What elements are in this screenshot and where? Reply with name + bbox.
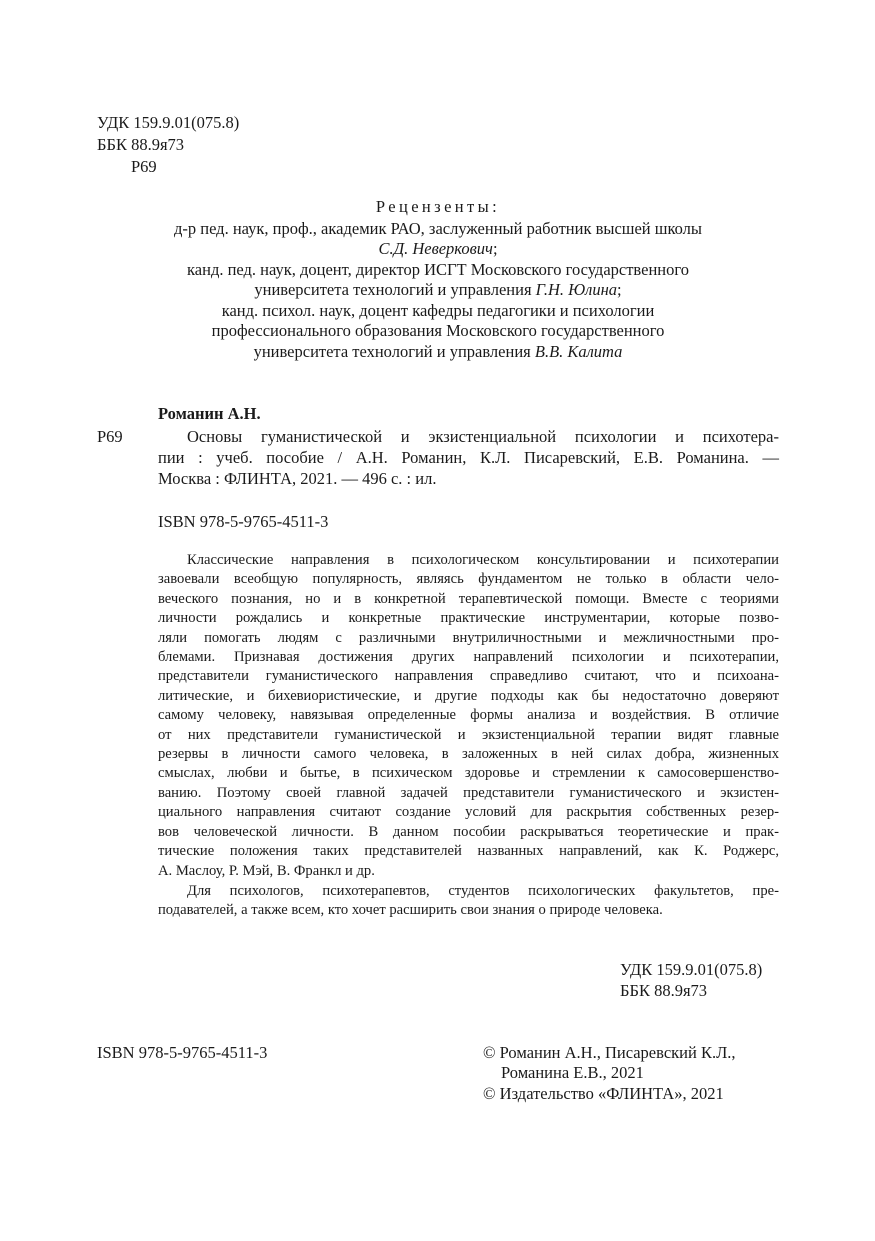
catalog-title-line: Основы гуманистической и экзистенциальной психологии и психотера- [187, 427, 779, 446]
reviewer-3-affiliation-1: профессионального образования Московского государственного [211, 321, 665, 340]
abstract-line: тические положения таких представителей названных направлений, как К. Роджерс, [158, 843, 779, 860]
reviewer-2-affiliation: университета технологий и управления [254, 280, 536, 299]
udk-code-bottom: УДК 159.9.01(075.8) [620, 960, 763, 979]
copyright-authors: © Романин А.Н., Писаревский К.Л., [483, 1043, 736, 1062]
catalog-title-cont [158, 448, 779, 468]
abstract-line: личности рождались и конкретные практические инструментарии, которые позво- [158, 610, 779, 627]
reviewer-3-affiliation-2: университета технологий и управления [253, 342, 535, 361]
reviewer-2-punct: ; [617, 280, 622, 299]
abstract-line: Для психологов, психотерапевтов, студентов психологических факультетов, пре- [187, 883, 779, 899]
abstract-line: веческого познания, но и в конкретной терапевтической помощи. Вместе с теориями [158, 590, 779, 607]
catalog-publisher-line: Москва : ФЛИНТА, 2021. — 496 с. : ил. [158, 469, 437, 488]
isbn-bottom: ISBN 978-5-9765-4511-3 [97, 1043, 268, 1062]
reviewer-1-credentials: д-р пед. наук, проф., академик РАО, заслуженный работник высшей школы [173, 219, 703, 238]
reviewer-2-credentials: канд. пед. наук, доцент, директор ИСГТ Московского государственного [187, 260, 689, 279]
abstract-line: резервы в личности самого человека, в заложенных в ней силах добра, жизненных [158, 746, 779, 763]
abstract-line: литические, и бихевиористические, и другие подходы как бы недостаточно доверяют [158, 687, 779, 704]
bbk-code-top: ББК 88.9я73 [97, 135, 185, 154]
reviewer-3-credentials: канд. психол. наук, доцент кафедры педагогики и психологии [221, 301, 655, 320]
catalog-sign: Р69 [97, 427, 123, 446]
abstract-line: смыслах, любви и бытье, в психическом здоровье и стремлении к самосовершенство- [158, 765, 779, 782]
abstract-line: от них представители гуманистической и экзистенциальной терапии видят главные [158, 726, 779, 743]
copyright-authors-cont: Романина Е.В., 2021 [501, 1063, 644, 1082]
catalog-title-block [187, 427, 779, 447]
catalog-title-line: пии : учеб. пособие / А.Н. Романин, К.Л. Писаревский, Е.В. Романина. — [158, 448, 779, 467]
catalog-author: Романин А.Н. [158, 404, 261, 423]
abstract-paragraph-1 [158, 551, 779, 881]
reviewer-1-name-line [88, 239, 788, 259]
reviewer-3-name: В.В. Калита [534, 342, 623, 361]
abstract-line: вов человеческой личности. В данном пособии раскрываться теоретические и прак- [158, 823, 779, 840]
reviewer-1-name: С.Д. Неверкович [378, 239, 493, 258]
abstract-line: ванию. Поэтому своей главной задачей представители гуманистического и экзистен- [158, 784, 779, 801]
abstract-line: подавателей, а также всем, кто хочет расширить свои знания о природе человека. [158, 902, 663, 919]
reviewer-1-punct: ; [492, 239, 498, 258]
catalog-isbn: ISBN 978-5-9765-4511-3 [158, 512, 329, 531]
copyright-publisher: © Издательство «ФЛИНТА», 2021 [483, 1084, 724, 1103]
reviewer-2-name-line [88, 280, 788, 300]
abstract-line: самому человеку, навязывая определенные формы анализа и воздействия. В отличие [158, 707, 779, 724]
udk-code-top: УДК 159.9.01(075.8) [97, 113, 240, 132]
abstract-line: Классические направления в психологическом консультировании и психотерапии [187, 552, 779, 568]
reviewer-3-name-line [88, 342, 788, 362]
abstract-line: представители гуманистического направления справедливо считают, что и психоана- [158, 668, 779, 685]
abstract-line: завоевали всеобщую популярность, являясь фундаментом не только в области чело- [158, 571, 779, 588]
abstract-paragraph-2 [158, 882, 779, 921]
bbk-code-bottom: ББК 88.9я73 [620, 981, 708, 1000]
abstract-line: ляли помогать людям с различными внутриличностными и межличностными про- [158, 629, 779, 646]
reviewer-2-name: Г.Н. Юлина [535, 280, 618, 299]
reviewers-heading: Рецензенты: [375, 197, 501, 216]
abstract-line: блемами. Признавая достижения других направлений психологии и психотерапии, [158, 649, 779, 666]
author-sign-top: Р69 [131, 157, 157, 176]
abstract-line: А. Маслоу, Р. Мэй, В. Франкл и др. [158, 862, 375, 879]
abstract-line: циального направления считают создание условий для раскрытия собственных резер- [158, 804, 779, 821]
